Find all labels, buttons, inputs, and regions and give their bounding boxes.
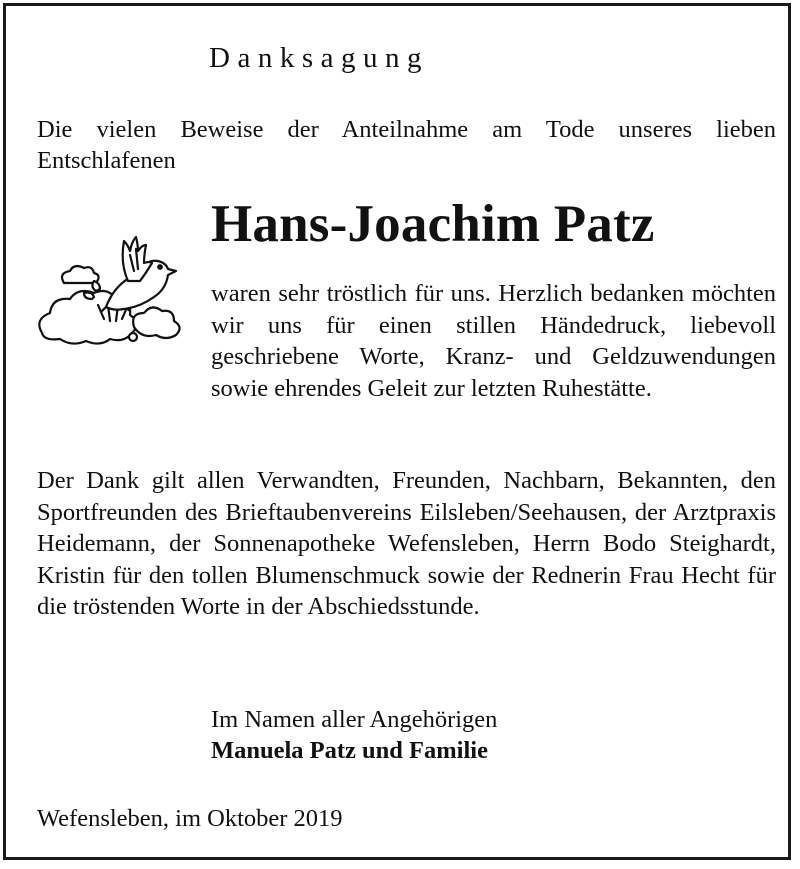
acknowledgements-paragraph: Der Dank gilt allen Verwandten, Freunden, Nachbarn, Bekannten, den Sportfreunden des Brieftaubenvereins Eilsleben/Seehausen, der Arztpraxis Heidemann, der Sonnenapotheke Wefensleben, Herrn Bodo Steighardt, Kristin für den tollen Blumenschmuck sowie der Rednerin Frau Hecht für die tröstenden Worte in der Abschiedsstunde.: [37, 467, 776, 620]
obituary-notice: [3, 3, 791, 860]
greeting-line: Im Namen aller Angehörigen: [211, 706, 498, 733]
thanks-paragraph: waren sehr tröstlich für uns. Herzlich bedanken möchten wir uns für einen stillen Händedruck, liebevoll geschriebene Worte, Kranz- und Geldzuwendungen sowie ehrendes Geleit zur letzten Ruhestätte.: [211, 280, 776, 402]
intro-text: Die vielen Beweise der Anteilnahme am Tode unseres lieben Entschlafenen: [37, 116, 776, 174]
place-date: Wefensleben, im Oktober 2019: [37, 805, 343, 832]
notice-heading: Danksagung: [209, 42, 429, 74]
dove-on-cloud-icon: [36, 221, 196, 361]
deceased-name: Hans-Joachim Patz: [211, 195, 655, 253]
signature-line: Manuela Patz und Familie: [211, 737, 488, 764]
